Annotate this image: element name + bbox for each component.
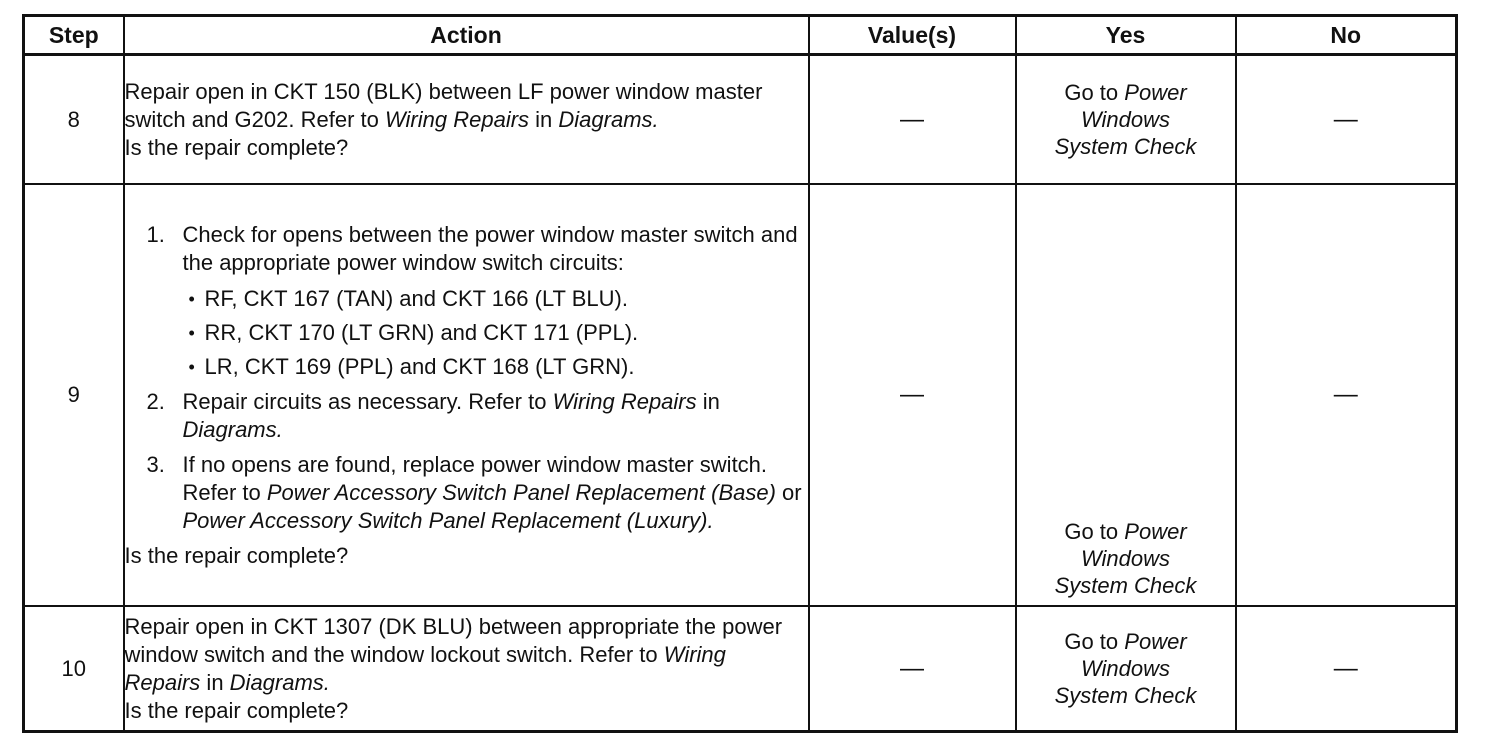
no-cell: — (1236, 55, 1457, 185)
header-no: No (1236, 16, 1457, 55)
goto-dest-windows[interactable]: Windows (1080, 107, 1171, 132)
goto-dest-power[interactable]: Power (1124, 80, 1187, 105)
bullet-item: • LR, CKT 169 (PPL) and CKT 168 (LT GRN). (183, 353, 808, 381)
substep-text: or (775, 479, 802, 505)
goto-dest-power[interactable]: Power (1124, 629, 1187, 654)
diagrams-link[interactable]: Diagrams. (229, 669, 330, 695)
no-cell: — (1236, 606, 1457, 732)
step-number: 10 (24, 606, 124, 732)
goto-dest-system-check[interactable]: System Check (1054, 573, 1197, 598)
action-text-part: Repair open in CKT 1307 (DK BLU) between appropriate the power window switch and the window lockout switch. Refer to (124, 613, 783, 667)
action-cell (124, 55, 809, 185)
question-text: Is the repair complete? (124, 697, 349, 723)
values-cell: — (809, 606, 1016, 732)
step-number: 9 (24, 184, 124, 606)
header-step: Step (24, 16, 124, 55)
substep-text: in (696, 388, 720, 414)
header-row (24, 16, 1457, 55)
question-text: Is the repair complete? (124, 134, 349, 160)
circuit-bullet-list (183, 285, 808, 381)
substep-2 (125, 388, 808, 444)
diagnostic-table (22, 14, 1458, 733)
action-cell (124, 184, 809, 606)
table-row-step-9 (24, 184, 1457, 606)
no-cell: — (1236, 184, 1457, 606)
substep-text: Repair circuits as necessary. Refer to (182, 388, 553, 414)
goto-dest-system-check[interactable]: System Check (1054, 683, 1197, 708)
goto-prefix: Go to (1064, 80, 1119, 105)
yes-cell (1016, 184, 1236, 606)
bullet-item: • RF, CKT 167 (TAN) and CKT 166 (LT BLU). (183, 285, 808, 313)
header-values: Value(s) (809, 16, 1016, 55)
goto-prefix: Go to (1064, 629, 1119, 654)
action-text-part: in (529, 106, 559, 132)
values-cell: — (809, 55, 1016, 185)
action-text (125, 613, 808, 697)
values-cell: — (809, 184, 1016, 606)
question-text: Is the repair complete? (124, 542, 349, 568)
bullet-item: • RR, CKT 170 (LT GRN) and CKT 171 (PPL). (183, 319, 808, 347)
goto-dest-windows[interactable]: Windows (1080, 656, 1171, 681)
table-row-step-8 (24, 55, 1457, 185)
action-text-part: Repair open in CKT 150 (BLK) between LF power window master switch and G202. Refer to (124, 78, 763, 132)
goto-dest-windows[interactable]: Windows (1080, 546, 1171, 571)
substep-1 (125, 221, 808, 381)
switch-panel-base-link[interactable]: Power Accessory Switch Panel Replacement (Base) (266, 479, 776, 505)
table-row-step-10 (24, 606, 1457, 732)
action-cell (124, 606, 809, 732)
substep-number: 3. (146, 451, 165, 477)
wiring-repairs-link[interactable]: Wiring Repairs (384, 106, 530, 132)
wiring-repairs-link[interactable]: Wiring Repairs (124, 641, 726, 695)
substep-text: If no opens are found, replace power window master switch. Refer to (182, 451, 768, 505)
goto-prefix: Go to (1064, 519, 1119, 544)
substep-number: 1. (146, 221, 165, 247)
header-yes: Yes (1016, 16, 1236, 55)
diagrams-link[interactable]: Diagrams. (558, 106, 659, 132)
goto-dest-system-check[interactable]: System Check (1054, 134, 1197, 159)
substep-3 (125, 451, 808, 535)
step-number: 8 (24, 55, 124, 185)
wiring-repairs-link[interactable]: Wiring Repairs (552, 388, 697, 414)
yes-cell (1016, 606, 1236, 732)
substep-list (125, 221, 808, 535)
substep-text: Check for opens between the power window master switch and the appropriate power window switch circuits: (182, 221, 798, 275)
action-text-part: in (200, 669, 230, 695)
yes-cell (1016, 55, 1236, 185)
goto-dest-power[interactable]: Power (1124, 519, 1187, 544)
switch-panel-luxury-link[interactable]: Power Accessory Switch Panel Replacement (Luxury). (182, 507, 714, 533)
action-text (125, 78, 808, 134)
header-action: Action (124, 16, 809, 55)
diagrams-link[interactable]: Diagrams. (182, 416, 283, 442)
substep-number: 2. (146, 388, 165, 414)
